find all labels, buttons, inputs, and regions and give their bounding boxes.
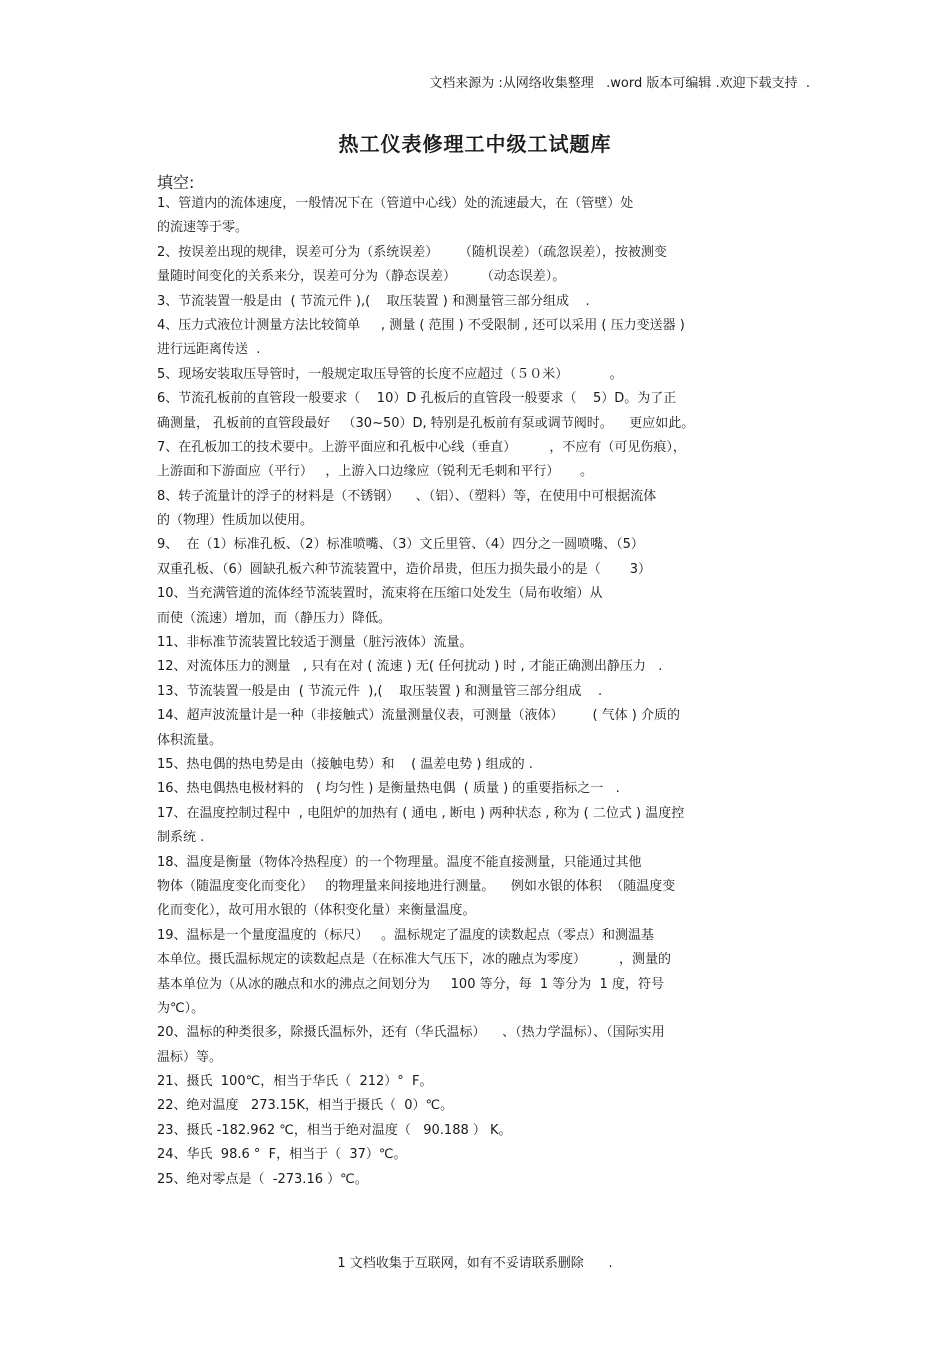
question-line: 24、华氏 98.6 ° F，相当于（ 37）℃。 [157,1147,407,1163]
question-line: 的（物理）性质加以使用。 [157,513,314,529]
question-line: 基本单位为（从冰的融点和水的沸点之间划分为 100 等分，每 1 等分为 1 度，符号 [157,976,664,992]
question-line: 16、热电偶热电极材料的 ( 均匀性 ) 是衡量热电偶 ( 质量 ) 的重要指标之一 . [157,781,620,797]
question-line: 温标）等。 [157,1049,223,1065]
question-line: 量随时间变化的关系来分，误差可分为（静态误差） （动态误差）。 [157,269,566,285]
question-line: 上游面和下游面应（平行） ，上游入口边缘应（锐利无毛刺和平行） 。 [157,464,594,480]
question-line: 4、压力式液位计测量方法比较简单 , 测量 ( 范围 ) 不受限制 , 还可以采用 ( 压力变送器 ) [157,317,685,333]
question-line: 2、按误差出现的规律，误差可分为（系统误差） （随机误差）（疏忽误差），按被测变 [157,244,667,260]
question-line: 13、节流装置一般是由 ( 节流元件 ),( 取压装置 ) 和测量管三部分组成 . [157,683,603,699]
question-line: 15、热电偶的热电势是由（接触电势）和 ( 温差电势 ) 组成的 . [157,756,533,772]
question-line: 17、在温度控制过程中 , 电阻炉的加热有 ( 通电 , 断电 ) 两种状态 , 称为 ( 二位式 ) 温度控 [157,805,685,821]
question-line: 双重孔板、（6）圆缺孔板六种节流装置中，造价昂贵，但压力损失最小的是（ 3） [157,561,651,577]
question-line: 25、绝对零点是（ -273.16 ）℃。 [157,1171,368,1187]
question-line: 20、温标的种类很多，除摄氏温标外，还有（华氏温标） 、（热力学温标）、（国际实用 [157,1025,665,1041]
header-source-note: 文档来源为 :从网络收集整理 .word 版本可编辑 .欢迎下载支持 . [429,76,810,91]
question-line: 本单位。摄氏温标规定的读数起点是（在标准大气压下，冰的融点为零度） ，测量的 [157,952,672,968]
question-line: 12、对流体压力的测量 , 只有在对 ( 流速 ) 无( 任何扰动 ) 时 , 才能正确测出静压力 . [157,659,663,675]
question-line: 18、温度是衡量（物体冷热程度）的一个物理量。温度不能直接测量，只能通过其他 [157,854,642,870]
question-line: 3、节流装置一般是由 ( 节流元件 ),( 取压装置 ) 和测量管三部分组成 . [157,293,590,309]
question-line: 的流速等于零。 [157,220,249,236]
question-line: 8、转子流量计的浮子的材料是（不锈钢） 、（铝）、（塑料）等，在使用中可根据流体 [157,488,657,504]
section-heading-fill-blank: 填空: [157,173,195,192]
question-line: 10、当充满管道的流体经节流装置时，流束将在压缩口处发生（局布收缩）从 [157,586,603,602]
question-line: 确测量， 孔板前的直管段最好 （30~50）D, 特别是孔板前有泵或调节阀时。 更应如此。 [157,415,695,431]
question-line: 23、摄氏 -182.962 ℃，相当于绝对温度（ 90.188 ） K。 [157,1122,512,1138]
question-line: 9、 在（1）标准孔板、（2）标准喷嘴、（3）文丘里管、（4）四分之一圆喷嘴、（5） [157,537,644,553]
question-line: 19、温标是一个量度温度的（标尺） 。温标规定了温度的读数起点（零点）和测温基 [157,927,654,943]
question-line: 制系统 . [157,830,205,846]
question-line: 7、在孔板加工的技术要中。上游平面应和孔板中心线（垂直） ，不应有（可见伤痕）， [157,439,686,455]
question-line: 而使（流速）增加，而（静压力）降低。 [157,610,392,626]
question-line: 体积流量。 [157,732,223,748]
question-line: 1、管道内的流体速度，一般情况下在（管道中心线）处的流速最大，在（管壁）处 [157,196,634,211]
question-list [157,192,769,1192]
document-title: 热工仪表修理工中级工试题库 [338,132,612,156]
question-line: 6、节流孔板前的直管段一般要求（ 10）D 孔板后的直管段一般要求（ 5）D。为了正 [157,391,677,407]
footer-note: 1 文档收集于互联网，如有不妥请联系删除 . [337,1256,613,1271]
question-line: 11、非标准节流装置比较适于测量（脏污液体）流量。 [157,635,473,651]
question-line: 进行远距离传送 . [157,342,261,358]
question-line: 化而变化），故可用水银的（体积变化量）来衡量温度。 [157,903,476,919]
question-line: 物体（随温度变化而变化） 的物理量来间接地进行测量。 例如水银的体积 （随温度变 [157,878,676,894]
question-line: 14、超声波流量计是一种（非接触式）流量测量仪表，可测量（液体） ( 气体 ) 介质的 [157,708,681,724]
question-line: 5、现场安装取压导管时，一般规定取压导管的长度不应超过（５０米） 。 [157,366,623,382]
question-line: 21、摄氏 100℃，相当于华氏（ 212）° F。 [157,1074,433,1090]
question-line: 22、绝对温度 273.15K，相当于摄氏（ 0）℃。 [157,1098,454,1114]
question-line: 为℃）。 [157,1000,205,1016]
